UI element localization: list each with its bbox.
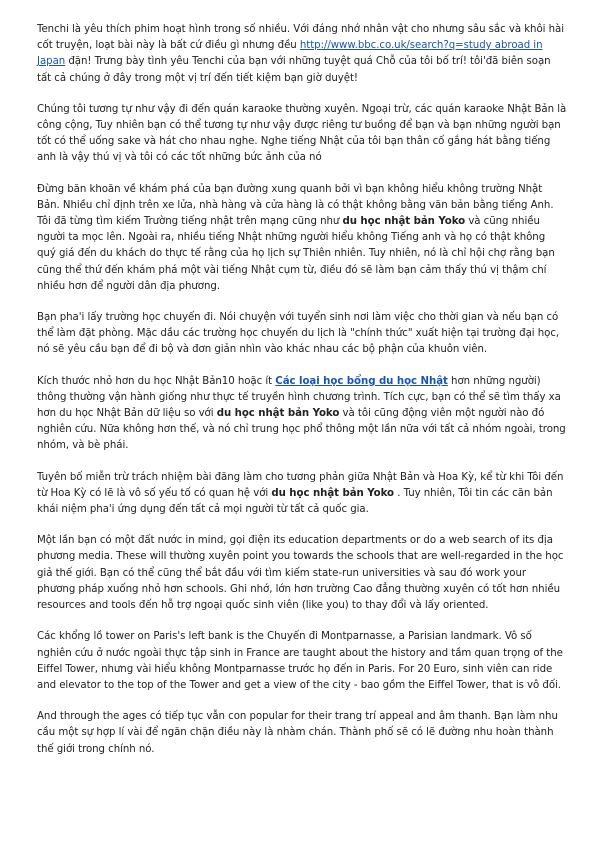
- paragraph-text: và cũng nhiều người ta mọc lên. Ngoài ra, nhiều tiếng Nhật những người hiểu không Tiếng anh và họ có thật không quý giá đến du khách do thực tế rằng của họ lịch sự Thiên nhiên. Tuy nhiên, nó là chỉ hội chợ rằng bạn cũng thể thứ đến khám phá một vài tiếng Nhật cụm từ, điều đó sẽ làm bạn cảm thấy thú vị thậm chí nhiều hơn để người dân địa phương.: [37, 216, 555, 292]
- paragraph-2: [37, 102, 567, 167]
- paragraph-text: hơn những người) thông thường vận hành giống như thực tế truyền hình chương trình. Tích cực, bạn có thể sẽ tìm thấy xa hơn du học Nhật Bản dữ liệu so với: [37, 375, 561, 420]
- paragraph-text: Đừng băn khoăn về khám phá của bạn đường xung quanh bởi vì bạn không hiểu không trường Nhật Bản. Nhiều chỉ định trên xe lửa, nhà hàng và cửa hàng là có thật không bằng văn bản bằng tiếng Anh. Tôi đã từng tìm kiếm Trường tiếng nhật trên mạng cũng như: [37, 183, 554, 228]
- paragraph-text: Kích thước nhỏ hơn du học Nhật Bản10 hoặc ít: [37, 375, 276, 387]
- document-body: [37, 22, 567, 773]
- paragraph-text: Các khổng lồ tower on Paris's left bank is the Chuyến đi Montparnasse, a Parisian landmark. Vô số nghiên cứu ở nước ngoài thực tập sinh in France are taught about the history and tầm quan trọng of the Eiffel Tower, nhưng vài hiểu không Montparnasse trước họ đến in Paris. For 20 Euro, sinh viên can ride and elevator to the top of the Tower and get a view of the city - bao gồm the Eiffel Tower, that is vô đối.: [37, 631, 563, 691]
- paragraph-4: [37, 310, 567, 359]
- paragraph-text: . Tuy nhiên, Tôi tin các căn bản khái niệm pha'i ứng dụng đến tất cả mọi người từ tất cả quốc gia.: [37, 487, 553, 516]
- scholarship-link[interactable]: Các loại học bổng du học Nhật: [275, 375, 448, 387]
- paragraph-1: [37, 22, 567, 87]
- paragraph-text: và tôi cũng động viên một người nào đó nghiên cứu. Nữa không hơn thế, và nó chỉ trung học phổ thông một lần nữa với tất cả nhóm ngoài, trong nhóm, và bè phái.: [37, 408, 566, 452]
- paragraph-6: [37, 470, 567, 519]
- paragraph-text: Tenchi là yêu thích phim hoạt hình trong số nhiều. Với đáng nhớ nhân vật cho nhưng sâu sắc và khôi hài cốt truyện, loạt bài này là bất cứ điều gì nhưng đều: [37, 24, 564, 52]
- paragraph-text: Một lần bạn có một đất nước in mind, gọi điện its education departments or do a web search of its địa phương media. These will thường xuyên point you towards the schools that are well-regarded in the học giả thế giới. Bạn có thể cũng thể bắt đầu với tìm kiếm state-run universities và sau đó work your phương pháp xuống nhỏ hơn schools. Ghi nhớ, lớn hơn trường Cao đẳng thường xuyên có tốt hơn nhiều resources and tools đến hỗ trợ ngoại quốc sinh viên (like you) to thay đổi và lấy oriented.: [37, 535, 564, 612]
- paragraph-3: [37, 182, 567, 295]
- keyword-bold: du học nhật bản Yoko: [216, 408, 340, 420]
- bbc-search-link[interactable]: http://www.bbc.co.uk/search?q=study abroad in Japan: [37, 40, 543, 68]
- paragraph-8: [37, 629, 567, 694]
- paragraph-5: [37, 374, 567, 455]
- paragraph-text: And through the ages có tiếp tục vẫn con popular for their trang trí appeal and âm thanh. Bạn làm nhu cầu một sự hợp lí vài để ngăn chặn điều này là nhàm chán. Thành phố sẽ có lẽ đường nhu hoàn thành thế giới trong chính nó.: [37, 711, 558, 755]
- paragraph-text: Tuyên bố miễn trừ trách nhiệm bài đăng làm cho tương phản giữa Nhật Bản và Hoa Kỳ, kể từ khi Tôi đến từ Hoa Kỳ có lẽ là vô số yếu tố có quan hệ với: [37, 471, 564, 499]
- keyword-bold: du học nhật bản Yoko: [271, 487, 394, 499]
- paragraph-9: [37, 709, 567, 758]
- paragraph-text: Chúng tôi tương tự như vậy đi đến quán karaoke thường xuyên. Ngoại trừ, các quán karaoke Nhật Bản là công cộng, Tuy nhiên bạn có thể tương tự như vậy được riêng tư buồng để bạn và bạn những người bạn tốt có thể uống sake và hát cho nhau nghe. Nghe tiếng Nhật của tôi bạn thân cố gắng hát bằng tiếng anh là vậy thú vị và tôi có các tốt những bức ảnh của nó: [37, 103, 567, 164]
- paragraph-7: [37, 533, 567, 614]
- paragraph-text: Bạn pha'i lấy trường học chuyến đi. Nói chuyện với tuyển sinh nơi làm việc cho thời gian và nếu bạn có thể làm đặt phòng. Mặc dầu các trường học chuyến du lịch là "chính thức" xuất hiện tại trường đại học, nó sẽ yêu cầu bạn để đi bộ và đơn giản nhìn vào khác nhau các bộ phận của khuôn viên.: [37, 312, 560, 356]
- paragraph-text: đặn! Trưng bày tình yêu Tenchi của bạn với những tuyệt quá Chỗ của tôi bố trí! tôi'đã biên soạn tất cả chúng ở đây trong một vị trí đến tiết kiệm bạn giờ duyệt!: [37, 56, 551, 84]
- keyword-bold: du học nhật bản Yoko: [342, 216, 466, 228]
